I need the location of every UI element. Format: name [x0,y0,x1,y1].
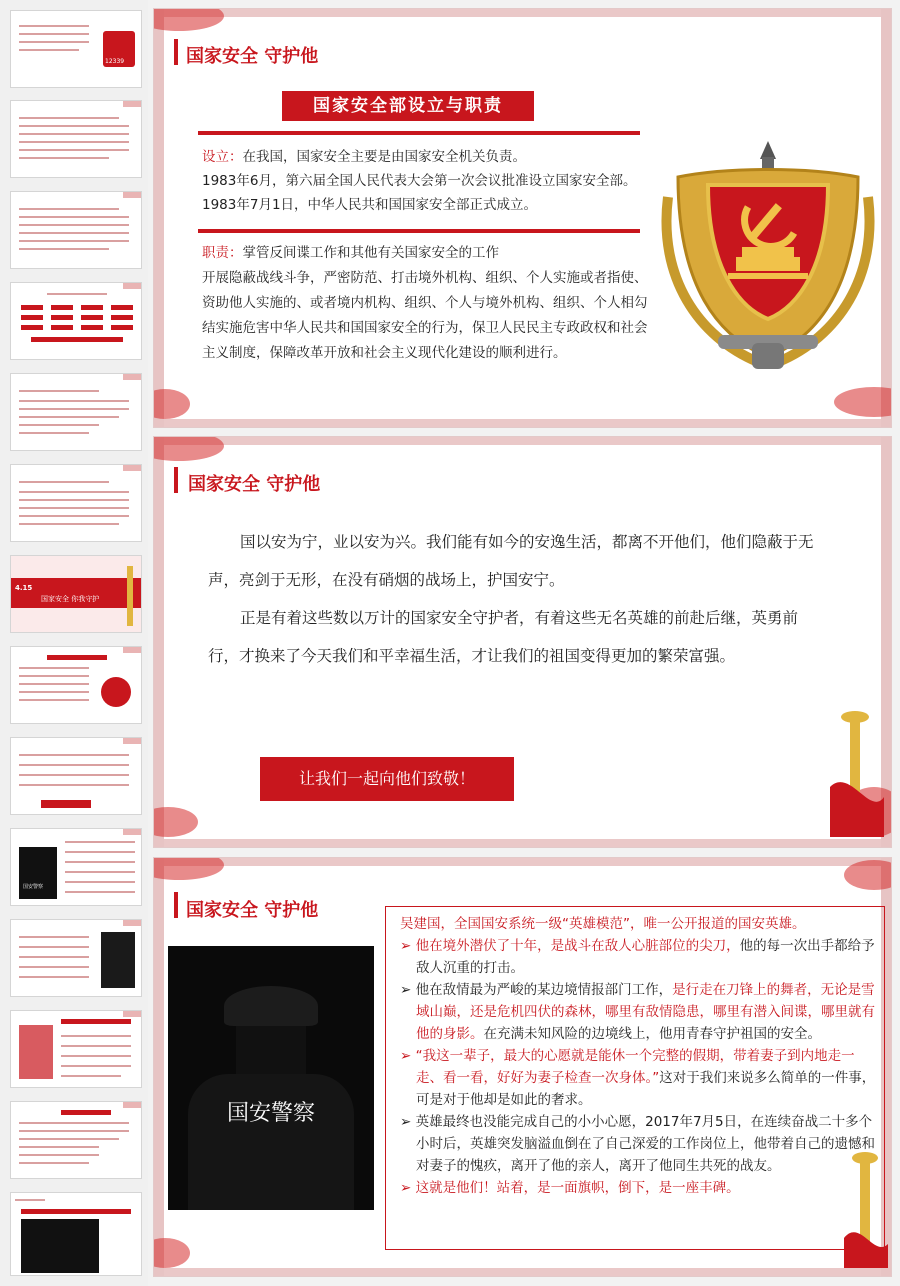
emblem-icon [101,677,131,707]
photo-caption: 国安警察 [226,1101,315,1126]
story-bullet-5: ➢ 这就是他们！站着，是一面旗帜，倒下，是一座丰碑。 [400,1180,740,1196]
slide-thumbnail-9[interactable] [10,737,142,815]
slide-thumbnail-14[interactable] [10,1192,142,1276]
story-bullet-2: ➢ 他在敌情最为严峻的某边境情报部门工作，是行走在刀锋上的舞者，无论是雪域山巅，还是危机四伏的森林，哪里有敌情隐患，哪里有潜入间谍，哪里就有他的身影。在充满未知风险的边境线上，他用青春守护祖国的安全。 [400,982,875,1042]
slide-thumbnail-10[interactable] [10,828,142,906]
slide-thumbnail-4[interactable] [10,282,142,360]
slide-thumbnail-2[interactable] [10,100,142,178]
banner-divider [198,131,640,135]
tribute-paragraph-2: 正是有着这些数以万计的国家安全守护者，有着这些无名英雄的前赴后继，英勇前行，才换来了今天我们和平幸福生活，才让我们的祖国变得更加的繁荣富强。 [208,609,799,665]
story-bullet-4: ➢ 英雄最终也没能完成自己的小小心愿，2017年7月5日，在连续奋战二十多个小时后，英雄突发脑溢血倒在了自己深爱的工作岗位上，他带着自己的遗憾和对妻子的愧疚，离开了他的亲人，离开了他同生共死的战友。 [400,1114,875,1174]
slide-title: 国家安全 守护他 [186,46,319,67]
slide-thumbnail-7[interactable] [10,555,142,633]
thumbnail-title: 国家安全 你我守护 [41,595,100,603]
slide-title: 国家安全 守护他 [186,900,319,921]
slide-thumbnail-5[interactable] [10,373,142,451]
section-banner: 国家安全部设立与职责 [282,91,534,121]
agent-photo [168,946,374,1210]
slide-3 [153,857,892,1277]
thumbnail-badge: 4.15 [15,584,33,592]
slide-2 [153,436,892,848]
setup-block [202,145,648,217]
police-emblem-icon [658,137,878,377]
slide-thumbnail-8[interactable] [10,646,142,724]
slide-thumbnail-12[interactable] [10,1010,142,1088]
setup-text: 在我国，国家安全主要是由国家安全机关负责。 [242,149,526,165]
slide-thumbnail-6[interactable] [10,464,142,542]
duty-label: 职责： [202,245,243,261]
hero-story-box [385,906,885,1250]
setup-history: 1983年6月，第六届全国人民代表大会第一次会议批准设立国家安全部。1983年7月1日，中华人民共和国国家安全部正式成立。 [202,173,637,213]
slide-thumbnail-1[interactable] [10,10,142,88]
tribute-paragraph-1: 国以安为宁，业以安为兴。我们能有如今的安逸生活，都离不开他们，他们隐蔽于无声，亮剑于无形，在没有硝烟的战场上，护国安宁。 [208,533,814,589]
story-bullet-1: ➢ 他在境外潜伏了十年，是战斗在敌人心脏部位的尖刀，他的每一次出手都给予敌人沉重的打击。 [400,938,875,976]
huabiao-pillar-icon [844,1148,888,1268]
duty-text: 开展隐蔽战线斗争，严密防范、打击境外机构、组织、个人实施或者指使、资助他人实施的、或者境内机构、组织、个人与境外机构、组织、个人相勾结实施危害中华人民共和国国家安全的行为，保卫人民民主专政政权和社会主义制度，保障改革开放和社会主义现代化建设的顺利进行。 [202,270,648,361]
slide-thumbnail-11[interactable] [10,919,142,997]
slide-thumbnail-3[interactable] [10,191,142,269]
duty-block [202,241,654,366]
story-bullet-3: ➢ “我这一辈子，最大的心愿就是能休一个完整的假期，带着妻子到内地走一走、看一看，好好为妻子检查一次身体。”这对于我们来说多么简单的一件事，可是对于他却是如此的奢求。 [400,1048,876,1108]
thumbnail-image-text: 国安警察 [23,884,44,890]
slide-thumbnail-panel [0,0,148,1286]
duty-head: 掌管反间谍工作和其他有关国家安全的工作 [242,245,499,261]
slide-thumbnail-13[interactable] [10,1101,142,1179]
huabiao-pillar-icon [830,707,884,837]
section-divider [198,229,640,233]
hero-intro: 吴建国，全国国安系统一级“英雄模范”，唯一公开报道的国安英雄。 [400,916,806,932]
setup-label: 设立： [202,149,243,165]
slide-title: 国家安全 守护他 [188,474,321,495]
phone-number: 12339 [105,58,125,65]
tribute-text [208,523,826,675]
slide-1 [153,8,892,428]
salute-button[interactable]: 让我们一起向他们致敬！ [260,757,514,801]
